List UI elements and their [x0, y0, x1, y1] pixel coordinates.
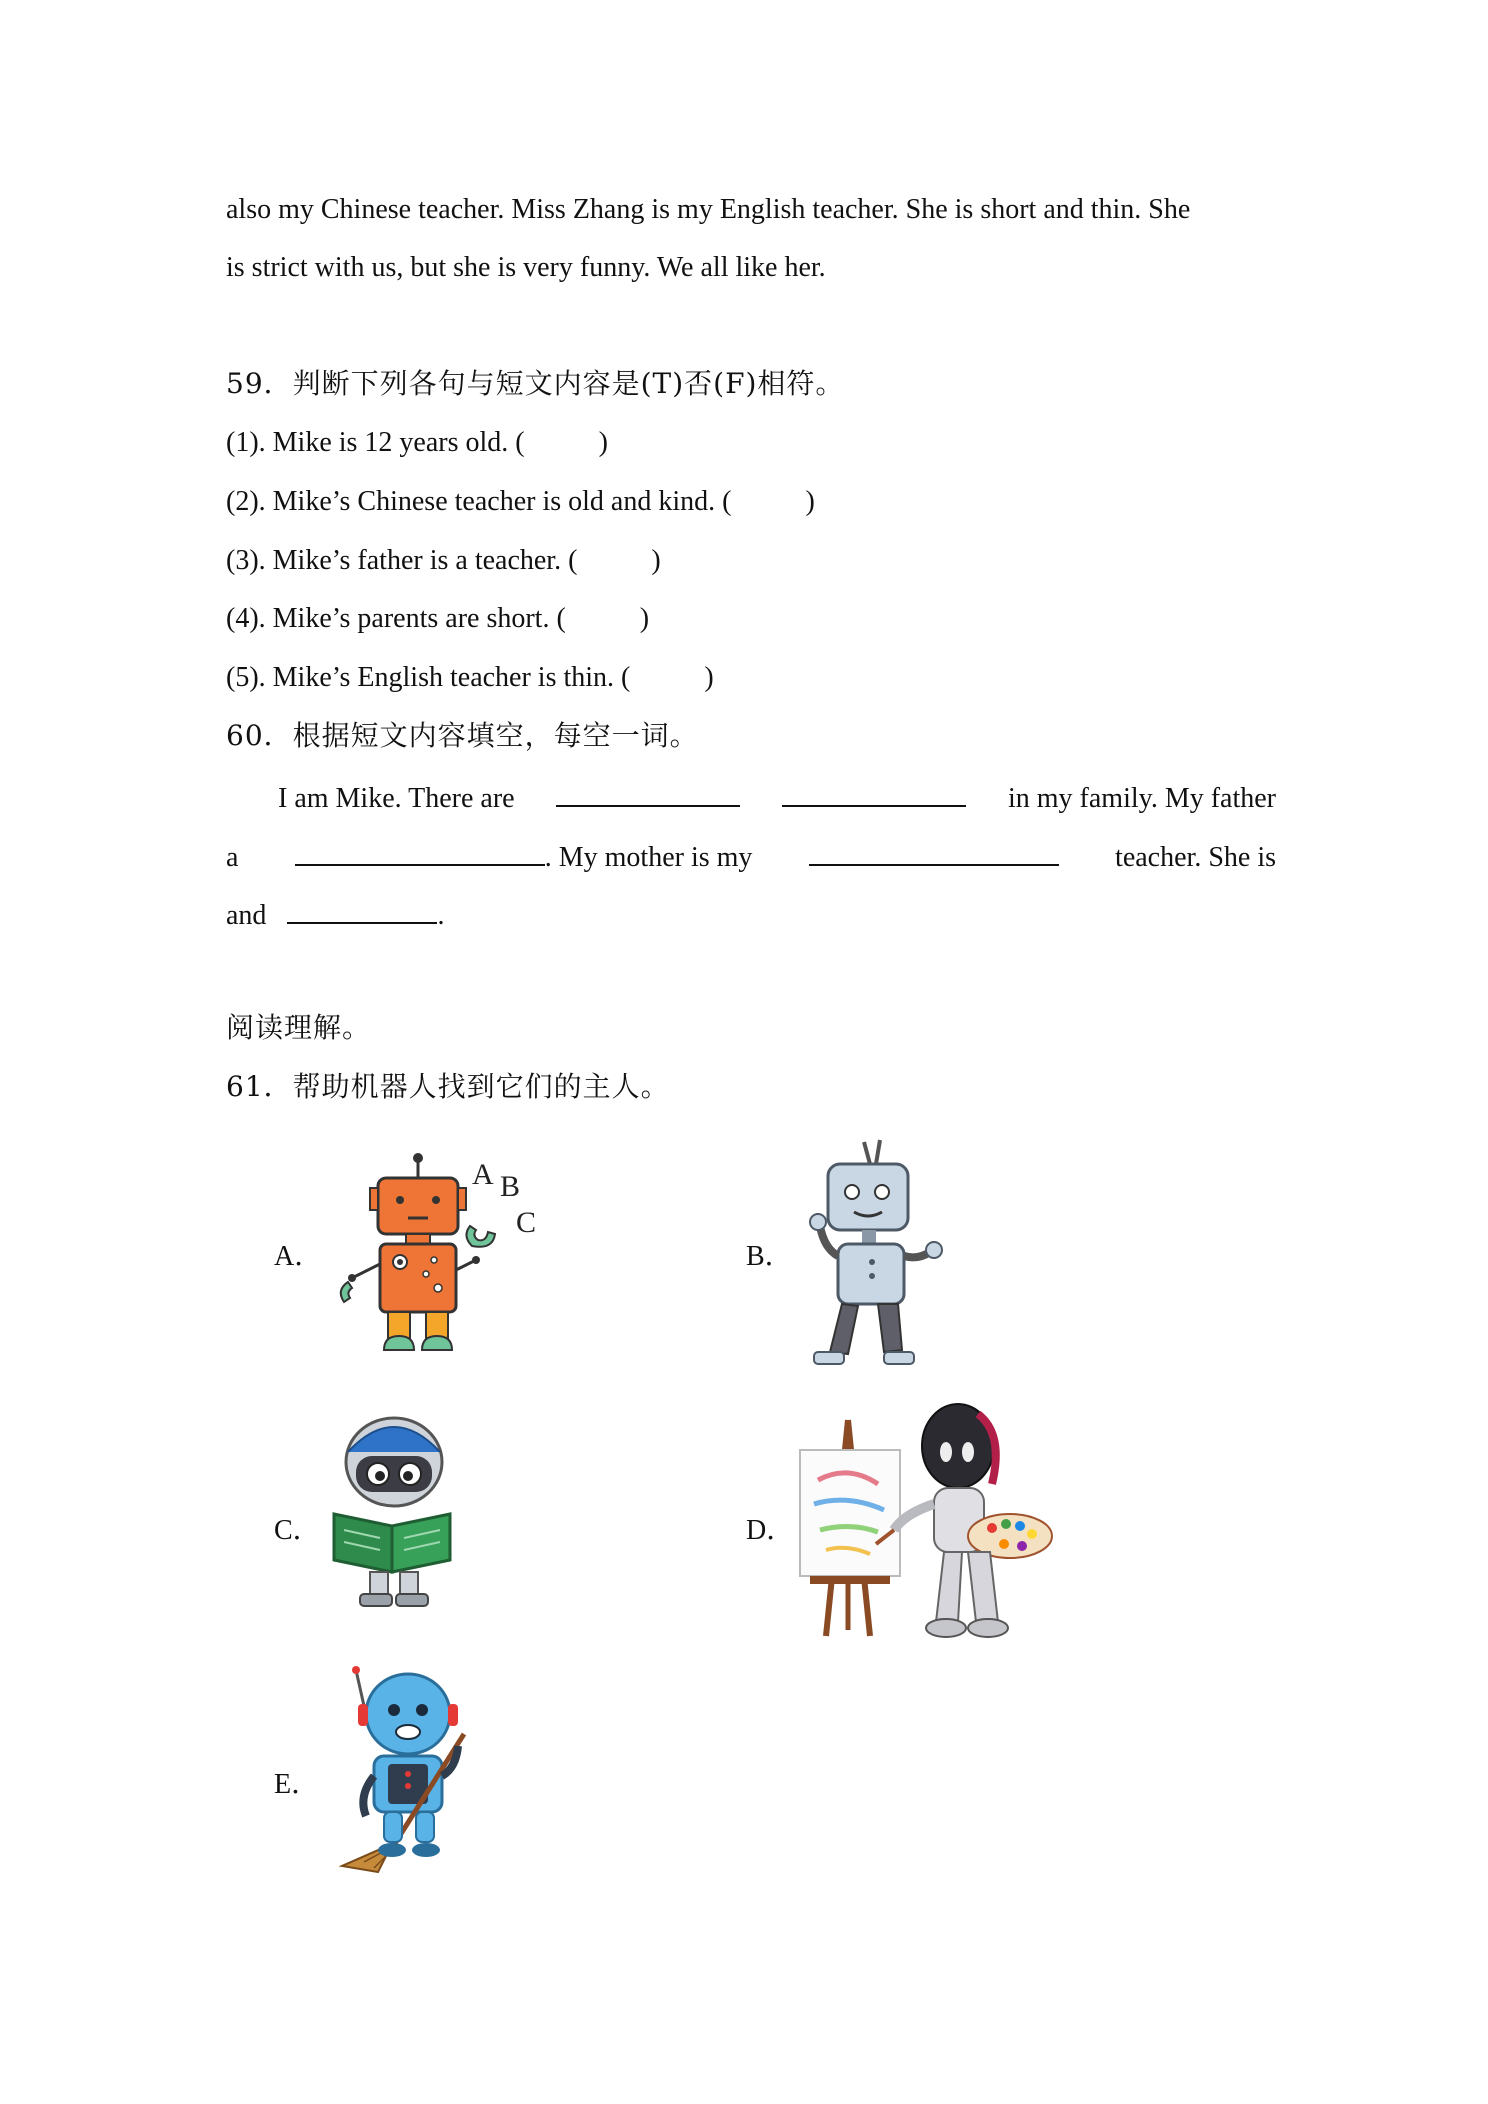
- passage-line-2: [226, 248, 1276, 288]
- robot-letter-b: B: [500, 1170, 521, 1203]
- fill-blank-2[interactable]: [782, 775, 966, 807]
- q59-item-1: (1). Mike is 12 years old. ( ): [226, 427, 608, 458]
- option-label-d: D．: [746, 1515, 795, 1546]
- passage-text: is strict with us, but she is very funny. We all like her.: [226, 252, 826, 283]
- fill-blank-3[interactable]: [295, 834, 545, 866]
- q60-line-3: and .: [226, 892, 1276, 936]
- passage-line-1: [226, 190, 1276, 230]
- q61-title: 61．帮助机器人找到它们的主人。: [226, 1070, 670, 1103]
- section-heading: 阅读理解。: [226, 1011, 372, 1044]
- option-label-e: E．: [274, 1769, 320, 1800]
- q59-item-2: (2). Mike’s Chinese teacher is old and kind. ( ): [226, 486, 815, 517]
- q59-title: 59．判断下列各句与短文内容是(T)否(F)相符。: [226, 367, 845, 400]
- painting-robot-icon: [796, 1400, 1062, 1650]
- orange-robot-icon: [322, 1150, 552, 1360]
- fill-blank-5[interactable]: [287, 892, 437, 924]
- q59-item-5: (5). Mike’s English teacher is thin. ( ): [226, 662, 714, 693]
- sweeping-robot-icon: [334, 1666, 486, 1876]
- robot-letter-c: C: [516, 1206, 537, 1239]
- reading-robot-icon: [326, 1412, 462, 1612]
- fill-blank-1[interactable]: [556, 775, 740, 807]
- fill-blank-4[interactable]: [809, 834, 1059, 866]
- robot-letter-a: A: [472, 1158, 494, 1191]
- q60-title: 60．根据短文内容填空，每空一词。: [226, 719, 699, 752]
- passage-text: also my Chinese teacher. Miss Zhang is my English teacher. She is short and thin. She: [226, 194, 1191, 225]
- waving-robot-icon: [800, 1138, 950, 1374]
- option-label-b: B．: [746, 1241, 793, 1272]
- option-label-a: A．: [274, 1241, 323, 1272]
- q59-item-4: (4). Mike’s parents are short. ( ): [226, 603, 650, 634]
- q60-line-2: a . My mother is my teacher. She is: [226, 834, 1276, 878]
- q59-item-3: (3). Mike’s father is a teacher. ( ): [226, 545, 661, 576]
- option-label-c: C．: [274, 1515, 321, 1546]
- q60-line-1: I am Mike. There are in my family. My father: [278, 775, 1276, 819]
